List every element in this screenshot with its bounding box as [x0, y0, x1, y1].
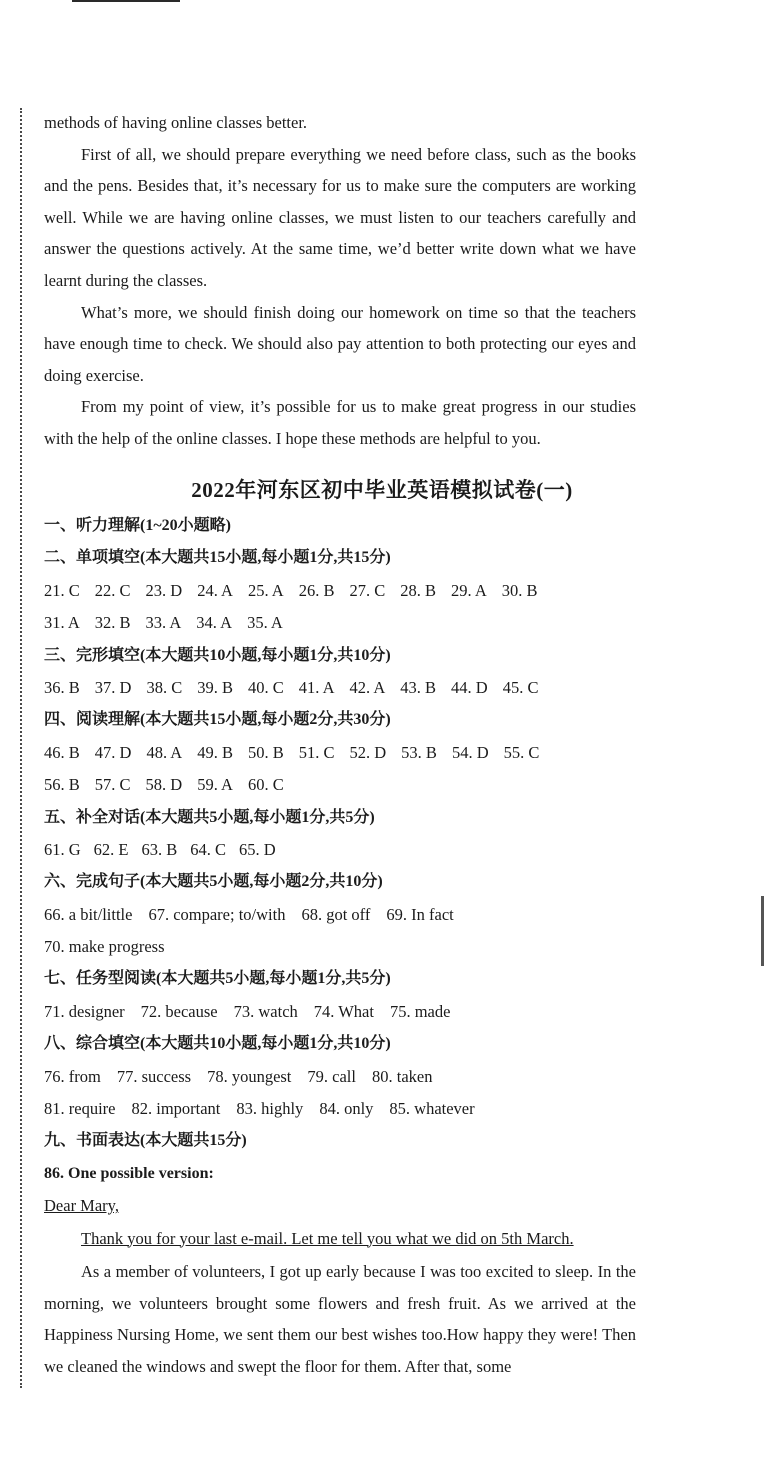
passage-paragraph: What’s more, we should finish doing our homework on time so that the teachers have enough time to check. We should also pay attention to both protecting our eyes and doing exercise.	[44, 302, 636, 385]
answer-row	[44, 996, 644, 1028]
answer-item: 61. G	[44, 839, 81, 859]
answer-item: 73. watch	[233, 1001, 298, 1021]
answer-item: 66. a bit/little	[44, 904, 133, 924]
answer-row	[44, 737, 644, 769]
answer-item: 68. got off	[301, 904, 371, 924]
answer-item: 40. C	[247, 677, 284, 697]
section-heading: 五、补全对话(本大题共5小题,每小题1分,共5分)	[44, 808, 375, 826]
answer-item: 81. require	[44, 1099, 116, 1119]
answer-item: 41. A	[298, 677, 335, 697]
answer-item: 83. highly	[236, 1099, 304, 1119]
answer-item: 35. A	[247, 613, 283, 633]
answer-item: 54. D	[451, 742, 489, 762]
answer-row	[44, 575, 644, 607]
answer-key	[44, 510, 644, 1255]
answer-item: 24. A	[197, 580, 233, 600]
essay-label: 86. One possible version:	[44, 1164, 214, 1182]
answer-item: 36. B	[44, 677, 80, 697]
answer-item: 23. D	[145, 580, 183, 600]
answer-item: 69. In fact	[386, 904, 454, 924]
answer-row	[44, 931, 644, 963]
essay-first-line: Thank you for your last e-mail. Let me tell you what we did on 5th March.	[81, 1228, 574, 1248]
answer-item: 37. D	[94, 677, 132, 697]
answer-item: 74. What	[313, 1001, 374, 1021]
answer-item: 25. A	[247, 580, 284, 600]
answer-item: 62. E	[93, 839, 129, 859]
answer-item: 82. important	[131, 1099, 221, 1119]
essay-body	[44, 1256, 636, 1382]
answer-item: 75. made	[389, 1001, 451, 1021]
answer-item: 80. taken	[371, 1066, 433, 1086]
answer-item: 46. B	[44, 742, 80, 762]
answer-item: 53. B	[401, 742, 437, 762]
answer-item: 21. C	[44, 580, 80, 600]
passage-paragraph: First of all, we should prepare everything we need before class, such as the books and the pens. Besides that, it’s necessary for us to make sure the computers are working well. While we are having online classes, we must listen to our teachers carefully and answer the questions actively. At the same time, we’d better write down what we have learnt during the classes.	[44, 144, 636, 290]
answer-item: 79. call	[307, 1066, 356, 1086]
answer-item: 70. make progress	[44, 937, 165, 957]
answer-item: 22. C	[94, 580, 131, 600]
answer-row	[44, 672, 644, 704]
answer-item: 63. B	[141, 839, 178, 859]
section-heading: 一、听力理解(1~20小题略)	[44, 517, 231, 534]
answer-item: 27. C	[349, 580, 386, 600]
answer-row	[44, 834, 644, 866]
answer-item: 47. D	[94, 742, 132, 762]
answer-item: 59. A	[197, 775, 233, 795]
answer-item: 48. A	[146, 742, 183, 762]
essay-paragraph: As a member of volunteers, I got up early because I was too excited to sleep. In the morning, we volunteers brought some flowers and fresh fruit. As we arrived at the Happiness Nursing Home, we sent them our best wishes too.How happy they were! Then we cleaned the windows and swept the floor for them. After that, some	[44, 1262, 636, 1376]
answer-row	[44, 607, 644, 639]
answer-item: 51. C	[298, 742, 335, 762]
answer-item: 43. B	[400, 677, 437, 697]
answer-item: 34. A	[196, 613, 233, 633]
answer-item: 26. B	[298, 580, 335, 600]
section-heading: 八、综合填空(本大题共10小题,每小题1分,共10分)	[44, 1035, 391, 1053]
answer-item: 67. compare; to/with	[148, 904, 286, 924]
answer-item: 50. B	[247, 742, 284, 762]
answer-row	[44, 1093, 644, 1125]
exam-title: 2022年河东区初中毕业英语模拟试卷(一)	[191, 478, 573, 502]
binding-dotted-line	[20, 108, 22, 1388]
passage-line: methods of having online classes better.	[44, 113, 308, 132]
answer-item: 38. C	[146, 677, 183, 697]
answer-item: 32. B	[94, 613, 131, 633]
section-heading: 二、单项填空(本大题共15小题,每小题1分,共15分)	[44, 549, 391, 567]
answer-item: 30. B	[501, 580, 538, 600]
answer-item: 42. A	[349, 677, 386, 697]
answer-item: 52. D	[349, 742, 387, 762]
section-heading: 九、书面表达(本大题共15分)	[44, 1132, 247, 1150]
answer-item: 33. A	[145, 613, 182, 633]
answer-item: 78. youngest	[207, 1066, 292, 1086]
answer-row	[44, 899, 644, 931]
answer-item: 49. B	[197, 742, 233, 762]
answer-row	[44, 1061, 644, 1093]
answer-item: 31. A	[44, 613, 80, 633]
answer-item: 64. C	[190, 839, 227, 859]
answer-item: 55. C	[503, 742, 540, 762]
answer-item: 56. B	[44, 775, 80, 795]
essay-greeting: Dear Mary,	[44, 1196, 119, 1216]
section-heading: 三、完形填空(本大题共10小题,每小题1分,共10分)	[44, 646, 391, 664]
section-heading: 四、阅读理解(本大题共15小题,每小题2分,共30分)	[44, 711, 391, 729]
answer-item: 77. success	[116, 1066, 192, 1086]
answer-item: 39. B	[197, 677, 233, 697]
answer-row	[44, 769, 644, 801]
answer-item: 29. A	[451, 580, 487, 600]
passage-top	[44, 107, 636, 455]
passage-paragraph: From my point of view, it’s possible for us to make great progress in our studies with the help of the online classes. I hope these methods are helpful to you.	[44, 397, 636, 448]
answer-item: 65. D	[239, 839, 276, 859]
answer-item: 72. because	[140, 1001, 218, 1021]
section-heading: 七、任务型阅读(本大题共5小题,每小题1分,共5分)	[44, 970, 391, 988]
top-rule	[72, 0, 180, 2]
answer-item: 57. C	[94, 775, 131, 795]
answer-item: 45. C	[502, 677, 539, 697]
answer-item: 44. D	[451, 677, 488, 697]
answer-item: 28. B	[400, 580, 437, 600]
answer-item: 85. whatever	[389, 1099, 475, 1119]
answer-item: 71. designer	[44, 1001, 125, 1021]
answer-item: 58. D	[145, 775, 183, 795]
answer-item: 60. C	[247, 775, 284, 795]
section-heading: 六、完成句子(本大题共5小题,每小题2分,共10分)	[44, 873, 383, 891]
answer-item: 84. only	[319, 1099, 374, 1119]
answer-item: 76. from	[44, 1066, 101, 1086]
